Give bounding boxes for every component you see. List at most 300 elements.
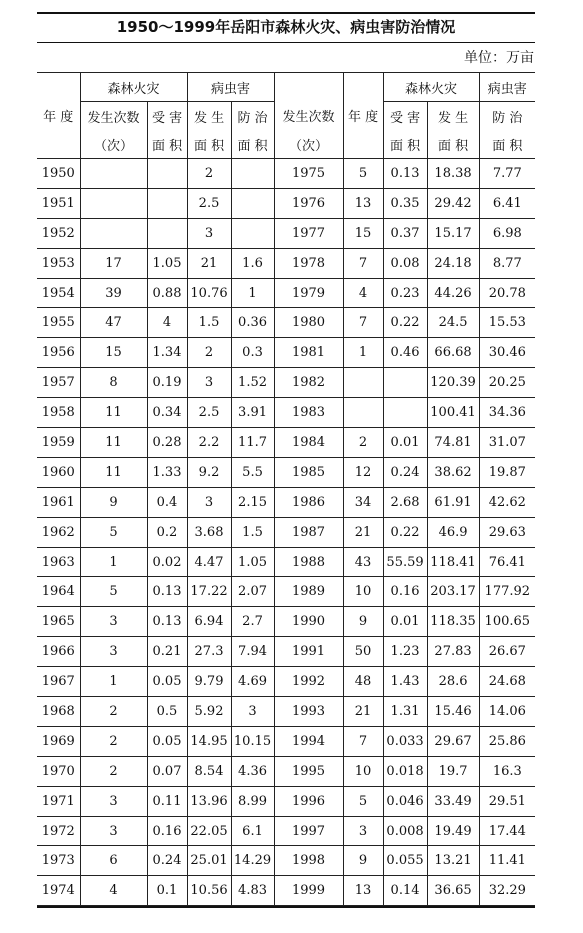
fire-count-left-cell: 1 [80, 667, 147, 697]
damaged-area-left-cell: 0.21 [147, 637, 187, 667]
year-left-cell: 1967 [37, 667, 80, 697]
fire-count-left-cell [80, 188, 147, 218]
pest-occ-area-right-cell: 33.49 [427, 786, 479, 816]
pest-ctrl-area-left-cell: 4.36 [231, 756, 274, 786]
fire-count-left-cell: 39 [80, 278, 147, 308]
unit-label: 单位：万亩 [464, 50, 534, 66]
year-right-cell: 1975 [274, 159, 343, 189]
table-row [37, 368, 535, 398]
pest-occ-area-right-cell: 29.42 [427, 188, 479, 218]
pest-ctrl-area-left-cell [231, 159, 274, 189]
year-left-cell: 1969 [37, 726, 80, 756]
pest-occ-area-right-cell: 100.41 [427, 398, 479, 428]
year-right-cell: 1997 [274, 816, 343, 846]
fire-count-right-cell: 7 [343, 726, 383, 756]
table-title: 1950～1999年岳阳市森林火灾、病虫害防治情况 [116, 18, 456, 36]
table-row [37, 278, 535, 308]
fire-count-left-cell: 5 [80, 577, 147, 607]
damaged-area-right-cell: 0.24 [383, 457, 427, 487]
fire-count-right-cell: 10 [343, 756, 383, 786]
year-right-cell: 1981 [274, 338, 343, 368]
pest-occ-area-right-cell: 203.17 [427, 577, 479, 607]
year-right-cell: 1988 [274, 547, 343, 577]
damaged-area-right-cell [383, 398, 427, 428]
damaged-area-left-cell: 0.24 [147, 846, 187, 876]
forest-fire-pest-table [37, 72, 535, 906]
pest-ctrl-area-left-cell: 1.6 [231, 248, 274, 278]
year-right-cell: 1996 [274, 786, 343, 816]
pest-occ-area-left-cell: 8.54 [187, 756, 231, 786]
pest-occ-area-left-cell: 2.5 [187, 398, 231, 428]
year-left-cell: 1953 [37, 248, 80, 278]
damaged-area-right-cell: 0.46 [383, 338, 427, 368]
fire-count-left-cell: 17 [80, 248, 147, 278]
pest-ctrl-area-right-cell: 42.62 [479, 487, 535, 517]
damaged-area-right-cell: 0.08 [383, 248, 427, 278]
fire-count-right-cell: 15 [343, 218, 383, 248]
damaged-area-left-cell: 0.13 [147, 607, 187, 637]
fire-count-left-cell: 2 [80, 726, 147, 756]
pest-ctrl-area-left-cell: 2.7 [231, 607, 274, 637]
damaged-area-left-cell: 0.13 [147, 577, 187, 607]
pest-header-right: 病虫害 [479, 73, 535, 102]
ctrl-area-header-right: 防 治 [479, 102, 535, 131]
table-row [37, 756, 535, 786]
year-header-left: 年 度 [37, 102, 80, 131]
year-right-cell: 1989 [274, 577, 343, 607]
fire-count-right-cell: 1 [343, 338, 383, 368]
pest-ctrl-area-left-cell: 11.7 [231, 428, 274, 458]
pest-ctrl-area-right-cell: 24.68 [479, 667, 535, 697]
year-header-top [37, 73, 80, 102]
forest-fire-header-left: 森林火灾 [80, 73, 187, 102]
pest-ctrl-area-right-cell: 25.86 [479, 726, 535, 756]
damaged-area-right-cell: 0.23 [383, 278, 427, 308]
damaged-area-right-cell: 0.008 [383, 816, 427, 846]
fire-count-left-cell [80, 218, 147, 248]
pest-ctrl-area-left-cell: 2.07 [231, 577, 274, 607]
occurrences-unit-left: （次） [80, 130, 147, 159]
header-row-1 [37, 73, 535, 102]
pest-occ-area-right-cell: 15.46 [427, 697, 479, 727]
pest-occ-area-right-cell: 118.35 [427, 607, 479, 637]
table-row [37, 188, 535, 218]
year-right-cell: 1985 [274, 457, 343, 487]
pest-occ-area-left-cell: 2 [187, 338, 231, 368]
pest-occ-area-right-cell: 27.83 [427, 637, 479, 667]
pest-ctrl-area-left-cell: 8.99 [231, 786, 274, 816]
fire-count-left-cell: 2 [80, 756, 147, 786]
damaged-area-right-cell: 0.01 [383, 428, 427, 458]
pest-occ-area-right-cell: 36.65 [427, 876, 479, 906]
fire-count-left-cell: 6 [80, 846, 147, 876]
damaged-area-left-cell: 0.28 [147, 428, 187, 458]
damaged-area-left-cell: 0.2 [147, 517, 187, 547]
damaged-area-right-cell: 0.16 [383, 577, 427, 607]
year-left-cell: 1958 [37, 398, 80, 428]
pest-ctrl-area-left-cell: 1.05 [231, 547, 274, 577]
pest-occ-area-right-cell: 28.6 [427, 667, 479, 697]
fire-count-right-cell: 34 [343, 487, 383, 517]
year-right-cell: 1990 [274, 607, 343, 637]
pest-ctrl-area-left-cell: 14.29 [231, 846, 274, 876]
year-right-cell: 1998 [274, 846, 343, 876]
pest-ctrl-area-left-cell: 6.1 [231, 816, 274, 846]
bottom-rule [37, 906, 535, 908]
table-row [37, 457, 535, 487]
pest-occ-area-left-cell: 3.68 [187, 517, 231, 547]
ctrl-area-header-left: 防 治 [231, 102, 274, 131]
year-left-cell: 1960 [37, 457, 80, 487]
year-left-cell: 1971 [37, 786, 80, 816]
pest-occ-area-left-cell: 21 [187, 248, 231, 278]
pest-ctrl-area-left-cell: 2.15 [231, 487, 274, 517]
damaged-area-right-cell: 0.22 [383, 517, 427, 547]
fire-count-left-cell: 9 [80, 487, 147, 517]
occurrences-header-top-right [274, 73, 343, 102]
fire-count-right-cell: 4 [343, 278, 383, 308]
pest-ctrl-area-left-cell: 10.15 [231, 726, 274, 756]
year-right-cell: 1979 [274, 278, 343, 308]
table-row [37, 248, 535, 278]
pest-occ-area-right-cell: 29.67 [427, 726, 479, 756]
occ-area-header-right: 发 生 [427, 102, 479, 131]
pest-occ-area-left-cell: 3 [187, 218, 231, 248]
table-row [37, 159, 535, 189]
occurrences-header-left: 发生次数 [80, 102, 147, 131]
pest-occ-area-left-cell: 6.94 [187, 607, 231, 637]
damaged-area-right-cell: 0.14 [383, 876, 427, 906]
year-right-cell: 1983 [274, 398, 343, 428]
pest-occ-area-right-cell: 18.38 [427, 159, 479, 189]
damaged-area-right-cell: 0.35 [383, 188, 427, 218]
pest-occ-area-right-cell: 44.26 [427, 278, 479, 308]
year-right-cell: 1976 [274, 188, 343, 218]
pest-occ-area-left-cell: 3 [187, 487, 231, 517]
pest-ctrl-area-right-cell: 17.44 [479, 816, 535, 846]
pest-occ-area-left-cell: 13.96 [187, 786, 231, 816]
table-row [37, 577, 535, 607]
pest-ctrl-area-right-cell: 16.3 [479, 756, 535, 786]
pest-ctrl-area-right-cell: 14.06 [479, 697, 535, 727]
fire-count-right-cell: 12 [343, 457, 383, 487]
pest-ctrl-area-left-cell: 7.94 [231, 637, 274, 667]
fire-count-left-cell: 1 [80, 547, 147, 577]
pest-occ-area-right-cell: 13.21 [427, 846, 479, 876]
pest-ctrl-area-left-cell [231, 218, 274, 248]
pest-ctrl-area-left-cell: 0.36 [231, 308, 274, 338]
fire-count-left-cell: 3 [80, 816, 147, 846]
occ-area-header-left: 发 生 [187, 102, 231, 131]
year-header-top-right [343, 73, 383, 102]
pest-ctrl-area-left-cell: 3 [231, 697, 274, 727]
pest-ctrl-area-right-cell: 19.87 [479, 457, 535, 487]
damaged-area-right-cell: 55.59 [383, 547, 427, 577]
damaged-area-left-cell [147, 159, 187, 189]
pest-occ-area-left-cell: 10.76 [187, 278, 231, 308]
pest-ctrl-area-left-cell: 1.5 [231, 517, 274, 547]
year-left-cell: 1961 [37, 487, 80, 517]
fire-count-left-cell: 3 [80, 786, 147, 816]
table-row [37, 547, 535, 577]
table-row [37, 338, 535, 368]
table-row [37, 308, 535, 338]
fire-count-left-cell: 47 [80, 308, 147, 338]
pest-ctrl-area-right-cell: 29.51 [479, 786, 535, 816]
table-row [37, 398, 535, 428]
damaged-area-left-cell: 0.05 [147, 667, 187, 697]
damaged-area-left-cell: 0.16 [147, 816, 187, 846]
damaged-area-right-cell: 0.033 [383, 726, 427, 756]
damaged-unit-left: 面 积 [147, 130, 187, 159]
year-left-cell: 1970 [37, 756, 80, 786]
damaged-area-left-cell: 0.07 [147, 756, 187, 786]
fire-count-right-cell: 3 [343, 816, 383, 846]
damaged-area-left-cell: 1.34 [147, 338, 187, 368]
pest-occ-area-right-cell: 120.39 [427, 368, 479, 398]
year-left-cell: 1955 [37, 308, 80, 338]
fire-count-left-cell: 11 [80, 398, 147, 428]
year-header-bottom-right [343, 130, 383, 159]
pest-ctrl-area-right-cell: 20.25 [479, 368, 535, 398]
damaged-area-left-cell: 0.02 [147, 547, 187, 577]
pest-ctrl-area-left-cell: 3.91 [231, 398, 274, 428]
damaged-area-left-cell: 1.05 [147, 248, 187, 278]
damaged-area-right-cell: 1.23 [383, 637, 427, 667]
pest-ctrl-area-right-cell: 34.36 [479, 398, 535, 428]
year-right-cell: 1977 [274, 218, 343, 248]
year-left-cell: 1963 [37, 547, 80, 577]
damaged-area-left-cell [147, 218, 187, 248]
damaged-area-right-cell: 0.22 [383, 308, 427, 338]
pest-ctrl-area-right-cell: 15.53 [479, 308, 535, 338]
pest-occ-area-left-cell: 2.5 [187, 188, 231, 218]
damaged-area-right-cell: 0.13 [383, 159, 427, 189]
year-right-cell: 1994 [274, 726, 343, 756]
table-row [37, 726, 535, 756]
damaged-area-left-cell: 0.19 [147, 368, 187, 398]
fire-count-right-cell: 9 [343, 607, 383, 637]
pest-ctrl-area-right-cell: 20.78 [479, 278, 535, 308]
pest-occ-area-left-cell: 2.2 [187, 428, 231, 458]
pest-occ-area-right-cell: 15.17 [427, 218, 479, 248]
header-row-3 [37, 130, 535, 159]
occ-area-unit-left: 面 积 [187, 130, 231, 159]
table-row [37, 697, 535, 727]
damaged-area-right-cell: 2.68 [383, 487, 427, 517]
pest-ctrl-area-right-cell: 31.07 [479, 428, 535, 458]
pest-occ-area-right-cell: 66.68 [427, 338, 479, 368]
pest-ctrl-area-left-cell [231, 188, 274, 218]
fire-count-left-cell: 3 [80, 637, 147, 667]
pest-ctrl-area-right-cell: 76.41 [479, 547, 535, 577]
fire-count-right-cell: 9 [343, 846, 383, 876]
pest-occ-area-right-cell: 46.9 [427, 517, 479, 547]
pest-ctrl-area-right-cell: 30.46 [479, 338, 535, 368]
year-left-cell: 1965 [37, 607, 80, 637]
pest-occ-area-left-cell: 17.22 [187, 577, 231, 607]
table-row [37, 816, 535, 846]
pest-occ-area-left-cell: 10.56 [187, 876, 231, 906]
year-left-cell: 1957 [37, 368, 80, 398]
occurrences-header-right: 发生次数 [274, 102, 343, 131]
year-left-cell: 1972 [37, 816, 80, 846]
year-left-cell: 1966 [37, 637, 80, 667]
header-row-2 [37, 102, 535, 131]
pest-occ-area-right-cell: 19.49 [427, 816, 479, 846]
fire-count-right-cell: 48 [343, 667, 383, 697]
damaged-area-left-cell: 0.05 [147, 726, 187, 756]
table-row [37, 637, 535, 667]
year-left-cell: 1964 [37, 577, 80, 607]
fire-count-right-cell: 50 [343, 637, 383, 667]
title-rule [37, 42, 535, 43]
year-header-bottom [37, 130, 80, 159]
table-row [37, 876, 535, 906]
pest-occ-area-right-cell: 24.5 [427, 308, 479, 338]
pest-occ-area-left-cell: 2 [187, 159, 231, 189]
fire-count-right-cell: 2 [343, 428, 383, 458]
fire-count-left-cell: 2 [80, 697, 147, 727]
pest-ctrl-area-right-cell: 11.41 [479, 846, 535, 876]
pest-occ-area-left-cell: 14.95 [187, 726, 231, 756]
pest-header-left: 病虫害 [187, 73, 274, 102]
year-left-cell: 1959 [37, 428, 80, 458]
year-left-cell: 1954 [37, 278, 80, 308]
damaged-area-right-cell: 1.43 [383, 667, 427, 697]
pest-ctrl-area-left-cell: 1.52 [231, 368, 274, 398]
pest-ctrl-area-left-cell: 5.5 [231, 457, 274, 487]
table-row [37, 846, 535, 876]
pest-occ-area-right-cell: 38.62 [427, 457, 479, 487]
year-right-cell: 1986 [274, 487, 343, 517]
forest-fire-header-right: 森林火灾 [383, 73, 479, 102]
year-left-cell: 1950 [37, 159, 80, 189]
year-header-right: 年 度 [343, 102, 383, 131]
pest-occ-area-left-cell: 22.05 [187, 816, 231, 846]
fire-count-right-cell: 13 [343, 876, 383, 906]
fire-count-left-cell: 8 [80, 368, 147, 398]
fire-count-right-cell: 7 [343, 308, 383, 338]
pest-occ-area-left-cell: 5.92 [187, 697, 231, 727]
occurrences-unit-right: （次） [274, 130, 343, 159]
year-right-cell: 1991 [274, 637, 343, 667]
fire-count-left-cell: 4 [80, 876, 147, 906]
damaged-area-left-cell: 0.1 [147, 876, 187, 906]
pest-occ-area-left-cell: 9.2 [187, 457, 231, 487]
table-row [37, 517, 535, 547]
pest-ctrl-area-right-cell: 8.77 [479, 248, 535, 278]
damaged-header-right: 受 害 [383, 102, 427, 131]
pest-ctrl-area-right-cell: 6.41 [479, 188, 535, 218]
pest-ctrl-area-left-cell: 1 [231, 278, 274, 308]
damaged-area-left-cell: 0.34 [147, 398, 187, 428]
damaged-area-right-cell: 0.01 [383, 607, 427, 637]
pest-occ-area-right-cell: 24.18 [427, 248, 479, 278]
pest-occ-area-left-cell: 25.01 [187, 846, 231, 876]
pest-occ-area-left-cell: 27.3 [187, 637, 231, 667]
table-row [37, 607, 535, 637]
fire-count-right-cell: 21 [343, 517, 383, 547]
damaged-area-right-cell: 0.046 [383, 786, 427, 816]
pest-ctrl-area-right-cell: 177.92 [479, 577, 535, 607]
fire-count-left-cell [80, 159, 147, 189]
pest-ctrl-area-right-cell: 7.77 [479, 159, 535, 189]
pest-occ-area-right-cell: 118.41 [427, 547, 479, 577]
ctrl-area-unit-left: 面 积 [231, 130, 274, 159]
year-right-cell: 1993 [274, 697, 343, 727]
year-left-cell: 1951 [37, 188, 80, 218]
year-right-cell: 1984 [274, 428, 343, 458]
pest-ctrl-area-right-cell: 6.98 [479, 218, 535, 248]
fire-count-right-cell: 21 [343, 697, 383, 727]
pest-occ-area-right-cell: 74.81 [427, 428, 479, 458]
year-right-cell: 1987 [274, 517, 343, 547]
year-left-cell: 1973 [37, 846, 80, 876]
damaged-area-right-cell: 0.018 [383, 756, 427, 786]
fire-count-left-cell: 11 [80, 428, 147, 458]
fire-count-right-cell: 5 [343, 159, 383, 189]
pest-occ-area-left-cell: 1.5 [187, 308, 231, 338]
pest-occ-area-left-cell: 4.47 [187, 547, 231, 577]
fire-count-right-cell: 7 [343, 248, 383, 278]
year-right-cell: 1992 [274, 667, 343, 697]
year-left-cell: 1956 [37, 338, 80, 368]
damaged-area-left-cell: 4 [147, 308, 187, 338]
fire-count-left-cell: 3 [80, 607, 147, 637]
pest-ctrl-area-right-cell: 29.63 [479, 517, 535, 547]
year-right-cell: 1995 [274, 756, 343, 786]
fire-count-right-cell: 5 [343, 786, 383, 816]
fire-count-right-cell: 13 [343, 188, 383, 218]
damaged-unit-right: 面 积 [383, 130, 427, 159]
fire-count-left-cell: 5 [80, 517, 147, 547]
fire-count-left-cell: 11 [80, 457, 147, 487]
year-left-cell: 1962 [37, 517, 80, 547]
fire-count-left-cell: 15 [80, 338, 147, 368]
pest-ctrl-area-left-cell: 4.83 [231, 876, 274, 906]
table-row [37, 667, 535, 697]
table-row [37, 487, 535, 517]
table-row [37, 786, 535, 816]
damaged-area-left-cell: 0.4 [147, 487, 187, 517]
table-body [37, 159, 535, 906]
pest-occ-area-left-cell: 3 [187, 368, 231, 398]
fire-count-right-cell: 43 [343, 547, 383, 577]
pest-ctrl-area-left-cell: 0.3 [231, 338, 274, 368]
fire-count-right-cell: 10 [343, 577, 383, 607]
year-right-cell: 1978 [274, 248, 343, 278]
table-row [37, 428, 535, 458]
pest-occ-area-right-cell: 61.91 [427, 487, 479, 517]
damaged-area-left-cell [147, 188, 187, 218]
year-left-cell: 1968 [37, 697, 80, 727]
pest-ctrl-area-right-cell: 32.29 [479, 876, 535, 906]
pest-ctrl-area-left-cell: 4.69 [231, 667, 274, 697]
year-right-cell: 1980 [274, 308, 343, 338]
damaged-area-right-cell: 1.31 [383, 697, 427, 727]
pest-occ-area-right-cell: 19.7 [427, 756, 479, 786]
pest-ctrl-area-right-cell: 100.65 [479, 607, 535, 637]
damaged-area-right-cell: 0.37 [383, 218, 427, 248]
fire-count-right-cell [343, 368, 383, 398]
table-row [37, 218, 535, 248]
damaged-area-left-cell: 0.88 [147, 278, 187, 308]
damaged-area-left-cell: 0.5 [147, 697, 187, 727]
year-right-cell: 1999 [274, 876, 343, 906]
year-left-cell: 1952 [37, 218, 80, 248]
year-left-cell: 1974 [37, 876, 80, 906]
